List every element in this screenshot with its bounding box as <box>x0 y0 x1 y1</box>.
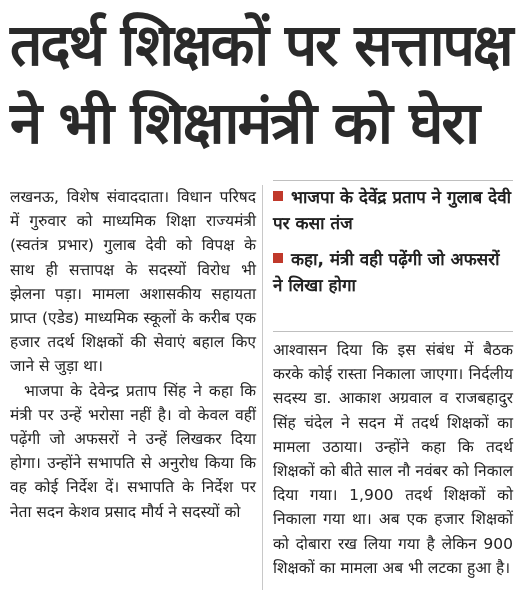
pull-quote-box <box>273 180 513 332</box>
square-bullet-icon <box>273 191 283 201</box>
pull-quote-text: कहा, मंत्री वही पढ़ेंगी जो अफसरों ने लिखा होगा <box>273 250 500 296</box>
pull-quote-text: भाजपा के देवेंद्र प्रताप ने गुलाब देवी पर कसा तंज <box>273 188 512 234</box>
pull-quote-item <box>273 185 513 237</box>
article-column-left <box>10 185 256 524</box>
square-bullet-icon <box>273 253 283 263</box>
article-paragraph-2: भाजपा के देवेन्द्र प्रताप सिंह ने कहा कि मंत्री पर उन्हें भरोसा नहीं है। वो केवल वहीं पढ़ेंगी जो अफसरों ने उन्हें लिखकर दिया होगा। उन्होंने सभापति से अनुरोध किया कि वह कोई निर्देश दें। सभापति के निर्देश पर नेता सदन केशव प्रसाद मौर्य ने सदस्यों को <box>10 381 256 521</box>
pull-quote-item <box>273 247 513 299</box>
article-column-right <box>273 338 513 580</box>
headline-line-2: ने भी शिक्षामंत्री को घेरा <box>10 89 479 157</box>
article-paragraph-1: लखनऊ, विशेष संवाददाता। विधान परिषद में गुरुवार को माध्यमिक शिक्षा राज्यमंत्री (स्वतंत्र प्रभार) गुलाब देवी को विपक्ष के साथ ही सत्तापक्ष के सदस्यों विरोध भी झेलना पड़ा। मामला अशासकीय सहायता प्राप्त (एडेड) माध्यमिक स्कूलों के करीब एक हजार तदर्थ शिक्षकों की सेवाएं बहाल किए जाने से जुड़ा था। <box>10 188 256 376</box>
column-divider <box>262 185 263 590</box>
article-paragraph-3: आश्वासन दिया कि इस संबंध में बैठक करके कोई रास्ता निकाला जाएगा। निर्दलीय सदस्य डा. आकाश अग्रवाल व राजबहादुर सिंह चंदेल ने सदन में तदर्थ शिक्षकों का मामला उठाया। उन्होंने कहा कि तदर्थ शिक्षकों को बीते साल नौ नवंबर को निकाल दिया गया। 1,900 तदर्थ शिक्षकों को निकाला गया था। अब एक हजार शिक्षकों को दोबारा रख लिया गया है लेकिन 900 शिक्षकों का मामला अब भी लटका हुआ है। <box>273 341 513 577</box>
headline-line-1: तदर्थ शिक्षकों पर सत्तापक्ष <box>10 11 512 79</box>
